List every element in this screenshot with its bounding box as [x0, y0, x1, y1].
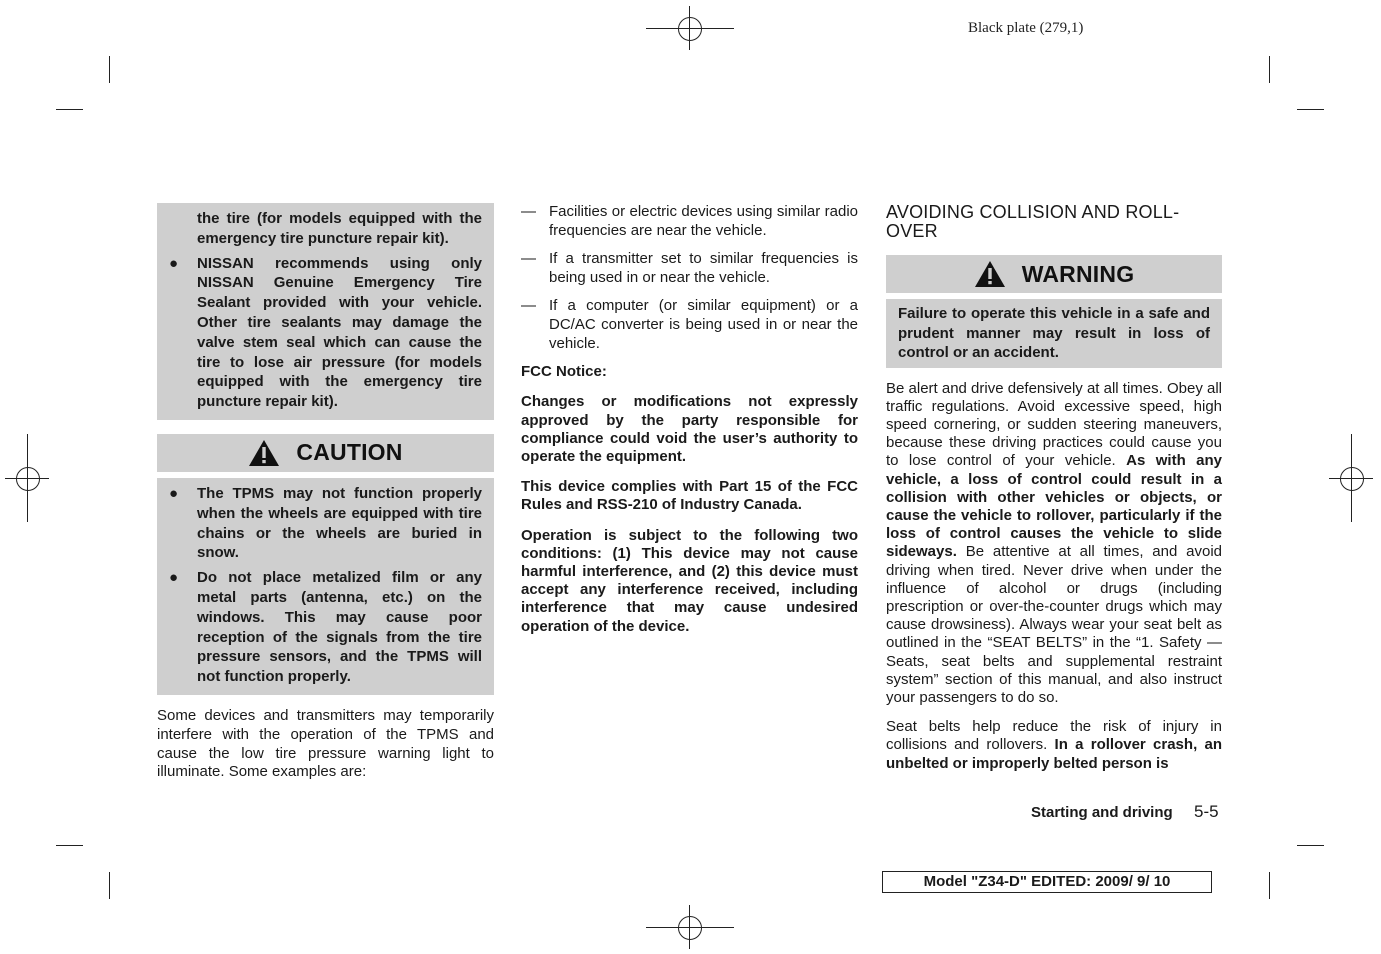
- warning-triangle-icon: [974, 260, 1006, 288]
- seatbelt-text: Seat belts help reduce the risk of injury in collisions and rollovers.: [886, 718, 1222, 754]
- caution-item-text: Do not place metalized film or any metal parts (antenna, etc.) on the windows. This may cause poor reception of the signals from the tire pressure sensors, and the TPMS will not function properly.: [197, 569, 482, 686]
- dash-list-item: [521, 297, 858, 353]
- bullet-icon: ●: [169, 484, 179, 502]
- column-right: [886, 203, 1222, 773]
- seatbelt-paragraph: [886, 718, 1222, 773]
- warning-header: [886, 255, 1222, 293]
- caution-label: CAUTION: [296, 439, 403, 466]
- fcc-paragraph-conditions: Operation is subject to the following two conditions: (1) This device may not cause harmful interference, and (2) this device must accept any interference received, including interference that may cause undesired operation of the device.: [521, 526, 858, 635]
- dash-icon: —: [521, 203, 536, 220]
- dash-item-text: If a transmitter set to similar frequencies is being used in or near the vehicle.: [549, 250, 858, 286]
- fcc-paragraph-compliance: This device complies with Part 15 of the FCC Rules and RSS-210 of Industry Canada.: [521, 478, 858, 514]
- collision-text-intro: Be alert and drive defensively at all times. Obey all traffic regulations. Avoid excessive speed, high speed cornering, or sudden steering maneuvers, because these driving practices could cause you to lose control of your vehicle.: [886, 379, 1222, 470]
- column-middle: [521, 203, 858, 636]
- collision-text-rest: Be attentive at all times, and avoid driving when tired. Never drive when under the influence of alcohol or drugs (including prescription or over-the-counter drugs which may cause drowsiness). Always wear your seat belt as outlined in the “SEAT BELTS” in the “1. Safety — Seats, seat belts and supplemental restraint system” section of this manual, and also instruct your passengers to do so.: [886, 543, 1222, 706]
- note-bullet-text: NISSAN recommends using only NISSAN Genuine Emergency Tire Sealant provided with your vehicle. Other tire sealants may damage the valve stem seal which can cause the tire to lose air pressure (for models equipped with the emergency tire puncture repair kit).: [197, 254, 482, 411]
- dash-icon: —: [521, 297, 536, 315]
- warning-label: WARNING: [1021, 260, 1135, 287]
- warning-triangle-icon: [248, 439, 280, 467]
- note-continuation: the tire (for models equipped with the emergency tire puncture repair kit).: [197, 210, 482, 247]
- page-number: 5-5: [1194, 802, 1219, 821]
- caution-item: [169, 568, 482, 687]
- warning-body: [886, 299, 1222, 368]
- dash-list-item: [521, 203, 858, 240]
- dash-list-item: [521, 250, 858, 287]
- fcc-heading: FCC Notice:: [521, 363, 607, 381]
- note-bullet: [169, 254, 482, 412]
- note-box: [157, 203, 494, 420]
- bullet-icon: ●: [169, 569, 179, 587]
- tpms-interference-paragraph: Some devices and transmitters may temporarily interfere with the operation of the TPMS and cause the low tire pressure warning light to illuminate. Some examples are:: [157, 706, 494, 781]
- column-left: [157, 203, 494, 782]
- bullet-icon: ●: [169, 254, 179, 272]
- caution-body: [157, 478, 494, 695]
- section-footer-label: Starting and driving: [1031, 804, 1173, 821]
- model-edit-box: Model "Z34-D" EDITED: 2009/ 9/ 10: [882, 871, 1212, 893]
- dash-item-text: If a computer (or similar equipment) or a DC/AC converter is being used in or near the vehicle.: [549, 297, 858, 352]
- caution-item-text: The TPMS may not function properly when the wheels are equipped with tire chains or the wheels are buried in snow.: [197, 484, 482, 562]
- caution-item: [169, 484, 482, 563]
- collision-paragraph: [886, 380, 1222, 708]
- seatbelt-text-bold: In a rollover crash, an unbelted or improperly belted person is: [886, 736, 1223, 772]
- dash-icon: —: [521, 250, 536, 268]
- section-title: AVOIDING COLLISION AND ROLL-OVER: [886, 202, 1180, 241]
- warning-text: Failure to operate this vehicle in a safe and prudent manner may result in loss of control or an accident.: [898, 305, 1210, 361]
- fcc-paragraph-changes: Changes or modifications not expressly approved by the party responsible for compliance could void the user’s authority to operate the equipment.: [521, 393, 858, 465]
- collision-text-bold: As with any vehicle, a loss of control could result in a collision with other vehicles or objects, or cause the vehicle to rollover, particularly if the loss of control causes the vehicle to slide sideways.: [886, 452, 1222, 561]
- plate-label: Black plate (279,1): [968, 20, 1084, 36]
- dash-item-text: Facilities or electric devices using similar radio frequencies are near the vehicle.: [549, 203, 858, 239]
- caution-header: [157, 434, 494, 472]
